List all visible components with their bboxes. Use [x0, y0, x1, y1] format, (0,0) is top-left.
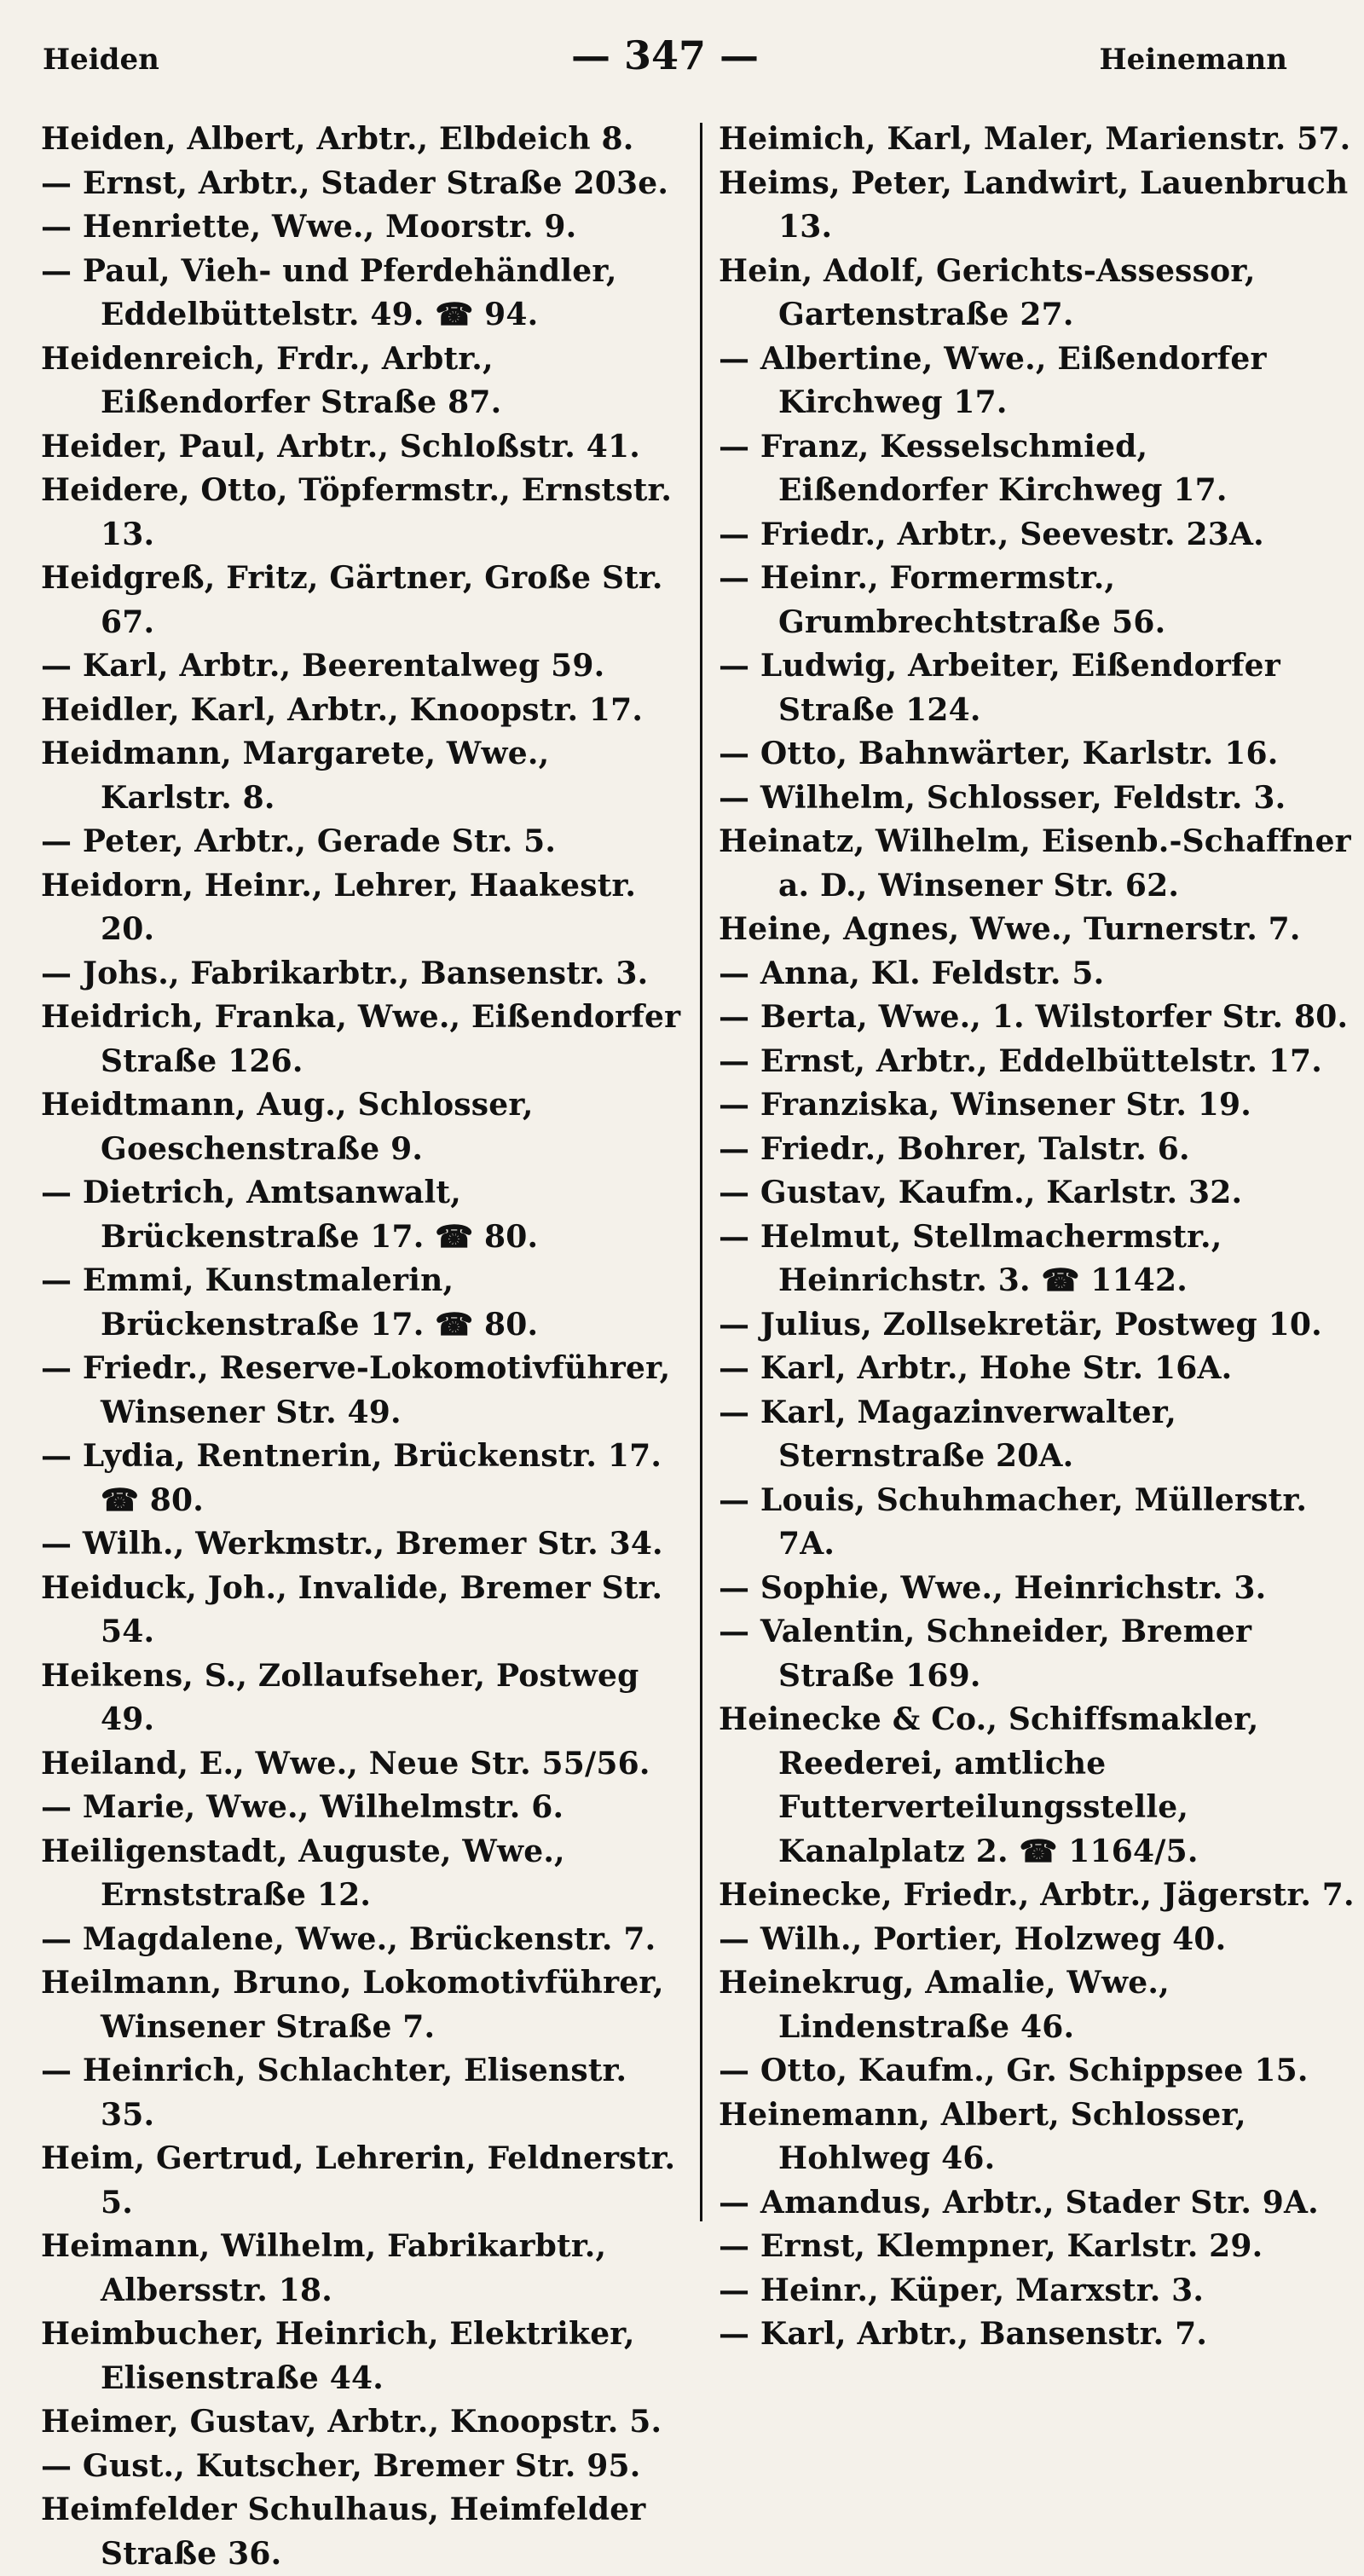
right-column	[719, 118, 1362, 2357]
directory-entry: — Valentin, Schneider, Bremer Straße 169.	[719, 1614, 1252, 1694]
directory-entry: Heidenreich, Frdr., Arbtr., Eißendorfer Straße 87.	[41, 340, 502, 420]
left-column	[41, 118, 685, 2576]
directory-entry: Heimfelder Schulhaus, Heimfelder Straße 36.	[41, 2492, 646, 2572]
directory-entry: Heim, Gertrud, Lehrerin, Feldnerstr. 5.	[41, 2140, 676, 2221]
directory-entry: — Albertine, Wwe., Eißendorfer Kirchweg 17.	[719, 340, 1267, 420]
directory-entry: Heine, Agnes, Wwe., Turnerstr. 7.	[719, 911, 1301, 947]
directory-entry: Heidgreß, Fritz, Gärtner, Große Str. 67.	[41, 560, 663, 640]
directory-entry: Heinecke & Co., Schiffsmakler, Reederei, amtliche Futterverteilungsstelle, Kanalplatz 2. ☎ 1164/5.	[719, 1701, 1259, 1869]
directory-entry: — Sophie, Wwe., Heinrichstr. 3.	[719, 1569, 1267, 1606]
directory-entry: Heidmann, Margarete, Wwe., Karlstr. 8.	[41, 736, 550, 816]
directory-entry: Heinekrug, Amalie, Wwe., Lindenstraße 46.	[719, 1965, 1170, 2045]
directory-entry: — Amandus, Arbtr., Stader Str. 9A.	[719, 2184, 1319, 2221]
directory-entry: — Ernst, Arbtr., Eddelbüttelstr. 17.	[719, 1043, 1323, 1079]
directory-entry: Heidere, Otto, Töpfermstr., Ernststr. 13.	[41, 472, 673, 552]
directory-entry: — Lydia, Rentnerin, Brückenstr. 17. ☎ 80.	[41, 1438, 662, 1518]
directory-entry: — Helmut, Stellmachermstr., Heinrichstr. 3. ☎ 1142.	[719, 1218, 1222, 1298]
directory-entry: — Henriette, Wwe., Moorstr. 9.	[41, 209, 577, 245]
directory-entry: Heimbucher, Heinrich, Elektriker, Elisenstraße 44.	[41, 2316, 635, 2396]
directory-entry: — Karl, Magazinverwalter, Sternstraße 20A.	[719, 1394, 1177, 1474]
directory-entry: — Otto, Kaufm., Gr. Schippsee 15.	[719, 2053, 1309, 2088]
directory-entry: Heilmann, Bruno, Lokomotivführer, Winsener Straße 7.	[41, 1965, 664, 2045]
directory-entry: — Dietrich, Amtsanwalt, Brückenstraße 17. ☎ 80.	[41, 1175, 539, 1255]
running-head-left: Heiden	[43, 43, 159, 77]
directory-entry: — Johs., Fabrikarbtr., Bansenstr. 3.	[41, 955, 649, 991]
directory-entry: — Friedr., Arbtr., Seevestr. 23A.	[719, 516, 1264, 552]
directory-entry: Heinecke, Friedr., Arbtr., Jägerstr. 7.	[719, 1877, 1355, 1913]
page-number: — 347 —	[570, 32, 760, 78]
directory-entry: — Anna, Kl. Feldstr. 5.	[719, 955, 1105, 991]
directory-entry: Heidorn, Heinr., Lehrer, Haakestr. 20.	[41, 867, 637, 947]
directory-entry: — Julius, Zollsekretär, Postweg 10.	[719, 1306, 1322, 1343]
directory-entry: Heikens, S., Zollaufseher, Postweg 49.	[41, 1657, 639, 1737]
directory-entry: — Franz, Kesselschmied, Eißendorfer Kirchweg 17.	[719, 428, 1228, 508]
directory-entry: — Ludwig, Arbeiter, Eißendorfer Straße 124.	[719, 648, 1280, 728]
directory-entry: Heinatz, Wilhelm, Eisenb.-Schaffner a. D., Winsener Str. 62.	[719, 823, 1351, 904]
directory-entry: — Karl, Arbtr., Beerentalweg 59.	[41, 648, 605, 684]
directory-entry: — Magdalene, Wwe., Brückenstr. 7.	[41, 1920, 656, 1957]
directory-entry: Heiden, Albert, Arbtr., Elbdeich 8.	[41, 121, 634, 157]
directory-entry: — Ernst, Klempner, Karlstr. 29.	[719, 2228, 1263, 2264]
directory-columns	[41, 118, 1355, 2572]
directory-entry: — Wilh., Portier, Holzweg 40.	[719, 1920, 1227, 1957]
directory-entry: Heimer, Gustav, Arbtr., Knoopstr. 5.	[41, 2404, 662, 2440]
directory-entry: — Franziska, Winsener Str. 19.	[719, 1087, 1252, 1123]
directory-entry: — Gust., Kutscher, Bremer Str. 95.	[41, 2447, 641, 2484]
directory-entry: — Peter, Arbtr., Gerade Str. 5.	[41, 823, 557, 859]
directory-entry: — Paul, Vieh- und Pferdehändler, Eddelbüttelstr. 49. ☎ 94.	[41, 252, 617, 332]
directory-entry: — Friedr., Reserve-Lokomotivführer, Winsener Str. 49.	[41, 1350, 671, 1430]
directory-entry: Heinemann, Albert, Schlosser, Hohlweg 46.	[719, 2096, 1246, 2176]
directory-entry: — Heinr., Küper, Marxstr. 3.	[719, 2272, 1205, 2308]
directory-entry: Heiduck, Joh., Invalide, Bremer Str. 54.	[41, 1569, 663, 1649]
directory-entry: Hein, Adolf, Gerichts-Assessor, Gartenstraße 27.	[719, 252, 1256, 332]
directory-entry: Heiligenstadt, Auguste, Wwe., Ernststraße 12.	[41, 1833, 565, 1913]
directory-entry: — Karl, Arbtr., Hohe Str. 16A.	[719, 1350, 1233, 1386]
directory-entry: — Louis, Schuhmacher, Müllerstr. 7A.	[719, 1481, 1308, 1562]
directory-entry: — Berta, Wwe., 1. Wilstorfer Str. 80.	[719, 999, 1349, 1035]
directory-entry: Heiland, E., Wwe., Neue Str. 55/56.	[41, 1745, 650, 1782]
page-header	[43, 32, 1287, 92]
directory-entry: — Otto, Bahnwärter, Karlstr. 16.	[719, 736, 1279, 771]
directory-entry: — Heinr., Formermstr., Grumbrechtstraße 56.	[719, 560, 1166, 640]
directory-entry: — Gustav, Kaufm., Karlstr. 32.	[719, 1175, 1243, 1210]
directory-entry: Heims, Peter, Landwirt, Lauenbruch 13.	[719, 165, 1349, 245]
running-head-right: Heinemann	[1099, 43, 1287, 77]
directory-entry: — Emmi, Kunstmalerin, Brückenstraße 17. ☎ 80.	[41, 1262, 539, 1343]
directory-entry: Heimann, Wilhelm, Fabrikarbtr., Albersstr. 18.	[41, 2228, 607, 2308]
directory-entry: — Marie, Wwe., Wilhelmstr. 6.	[41, 1789, 564, 1825]
directory-entry: — Wilh., Werkmstr., Bremer Str. 34.	[41, 1526, 663, 1562]
directory-entry: Heidler, Karl, Arbtr., Knoopstr. 17.	[41, 691, 644, 728]
directory-entry: — Karl, Arbtr., Bansenstr. 7.	[719, 2316, 1208, 2352]
directory-entry: — Heinrich, Schlachter, Elisenstr. 35.	[41, 2053, 627, 2133]
directory-entry: Heider, Paul, Arbtr., Schloßstr. 41.	[41, 428, 640, 465]
directory-entry: — Ernst, Arbtr., Stader Straße 203e.	[41, 165, 669, 201]
directory-entry: Heidrich, Franka, Wwe., Eißendorfer Straße 126.	[41, 999, 681, 1079]
directory-entry: Heimich, Karl, Maler, Marienstr. 57.	[719, 121, 1351, 157]
directory-entry: — Wilhelm, Schlosser, Feldstr. 3.	[719, 779, 1286, 816]
directory-entry: Heidtmann, Aug., Schlosser, Goeschenstraße 9.	[41, 1087, 534, 1167]
column-divider	[700, 123, 702, 2221]
directory-entry: — Friedr., Bohrer, Talstr. 6.	[719, 1130, 1190, 1167]
